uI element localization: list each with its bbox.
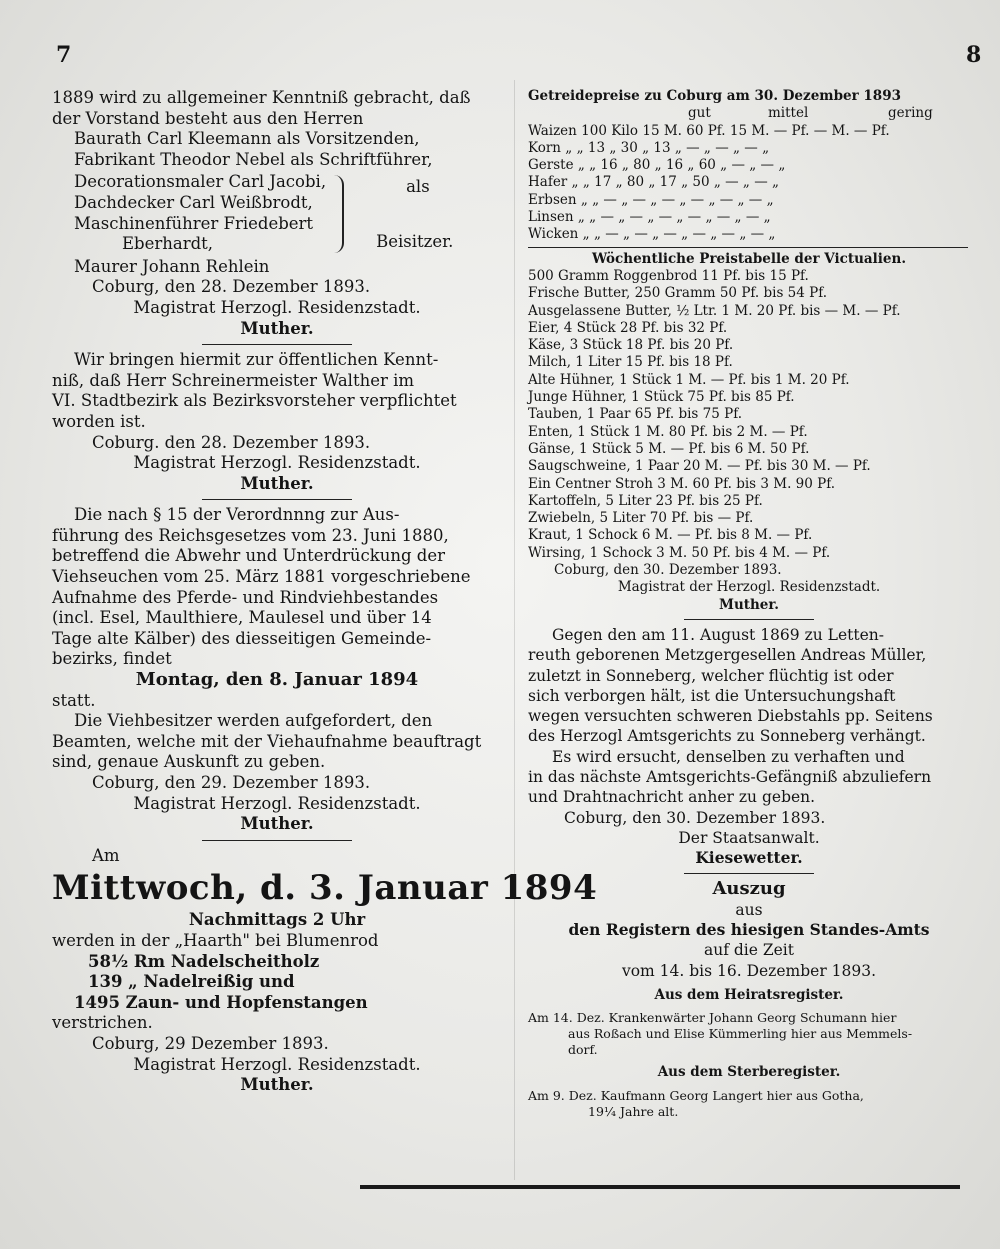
auction-time: Nachmittags 2 Uhr — [188, 910, 366, 930]
notice-signature: Muther. — [240, 473, 314, 493]
warrant-line: wegen versuchten schweren Diebstahls pp. Seitens — [528, 707, 933, 726]
member-line: Maurer Johann Rehlein — [74, 256, 270, 276]
death-heading: Aus dem Sterberegister. — [657, 1064, 841, 1081]
victual-row: Kartoffeln, 5 Liter 23 Pf. bis 25 Pf. — [528, 492, 763, 509]
victuals-authority: Magistrat der Herzogl. Residenzstadt. — [617, 579, 881, 596]
separator-rule — [684, 873, 814, 874]
victuals-date: Coburg, den 30. Dezember 1893. — [554, 562, 782, 579]
member-line: Decorationsmaler Carl Jacobi, — [74, 172, 327, 192]
separator-rule — [684, 619, 814, 620]
notice-signature: Muther. — [240, 814, 314, 834]
marriage-entry-line: aus Roßach und Elise Kümmerling hier aus Memmels- — [568, 1026, 913, 1042]
separator-rule — [202, 499, 352, 500]
grain-row: Korn „ „ 13 „ 30 „ 13 „ — „ — „ — „ — [528, 139, 770, 156]
victual-row: Kraut, 1 Schock 6 M. — Pf. bis 8 M. — Pf. — [528, 527, 813, 544]
grain-row: Hafer „ „ 17 „ 80 „ 17 „ 50 „ — „ — „ — [528, 174, 780, 191]
warrant-signature: Kiesewetter. — [695, 848, 803, 868]
notice-line: bezirks, findet — [52, 649, 172, 669]
notice-line: worden ist. — [52, 411, 146, 431]
registry-line: vom 14. bis 16. Dezember 1893. — [621, 961, 877, 980]
notice-date: Coburg, den 29. Dezember 1893. — [92, 773, 371, 792]
member-line: Fabrikant Theodor Nebel als Schriftführer, — [74, 149, 433, 169]
grain-title: Getreidepreise zu Coburg am 30. Dezember 1893 — [528, 88, 901, 104]
brace — [330, 175, 344, 253]
warrant-line: des Herzogl Amtsgerichts zu Sonneberg verhängt. — [528, 727, 926, 746]
notice-line: betreffend die Abwehr und Unterdrückung der — [52, 546, 445, 566]
registry-extract — [528, 879, 970, 1119]
victual-row: Milch, 1 Liter 15 Pf. bis 18 Pf. — [528, 354, 733, 371]
victual-row: Ein Centner Stroh 3 M. 60 Pf. bis 3 M. 90 Pf. — [528, 475, 836, 492]
notice-line: Aufnahme des Pferde- und Rindviehbestandes — [52, 587, 439, 607]
assessors-block — [52, 172, 502, 254]
header-gering: gering — [888, 105, 933, 122]
separator-rule — [528, 247, 968, 248]
district-notice — [52, 350, 502, 500]
notice-line: Viehseuchen vom 25. März 1881 vorgeschriebene — [52, 567, 471, 587]
warrant-authority: Der Staatsanwalt. — [678, 828, 820, 847]
grain-prices — [528, 88, 970, 244]
notice-date: Coburg. den 28. Dezember 1893. — [92, 432, 371, 452]
header-mittel: mittel — [768, 105, 809, 122]
victual-row: 500 Gramm Roggenbrod 11 Pf. bis 15 Pf. — [528, 267, 809, 284]
separator-rule — [202, 344, 352, 345]
victual-row: Eier, 4 Stück 28 Pf. bis 32 Pf. — [528, 319, 728, 336]
notice-line: werden in der „Haarth" bei Blumenrod — [52, 930, 379, 950]
role-als: als — [406, 176, 430, 196]
notice-line: führung des Reichsgesetzes vom 23. Juni 1880, — [52, 525, 449, 545]
member-line: Maschinenführer Friedebert — [74, 213, 314, 233]
warrant-line: in das nächste Amtsgerichts-Gefängniß abzuliefern — [528, 767, 932, 786]
notice-line: Wir bringen hiermit zur öffentlichen Kennt- — [74, 350, 439, 370]
death-entry-line: Am 9. Dez. Kaufmann Georg Langert hier aus Gotha, — [528, 1087, 864, 1103]
victual-row: Saugschweine, 1 Paar 20 M. — Pf. bis 30 M. — Pf. — [528, 458, 871, 475]
victual-row: Gänse, 1 Stück 5 M. — Pf. bis 6 M. 50 Pf. — [528, 440, 810, 457]
notice-line: (incl. Esel, Maulthiere, Maulesel und über 14 — [52, 608, 432, 628]
auction-item: 58½ Rm Nadelscheitholz — [88, 951, 320, 971]
event-date: Montag, den 8. Januar 1894 — [135, 669, 419, 691]
warrant-line: Gegen den am 11. August 1869 zu Letten- — [552, 625, 884, 644]
member-line: Dachdecker Carl Weißbrodt, — [74, 192, 313, 212]
victuals-title: Wöchentliche Preistabelle der Victualien. — [591, 250, 907, 267]
victual-row: Junge Hühner, 1 Stück 75 Pf. bis 85 Pf. — [528, 389, 795, 406]
notice-authority: Magistrat Herzogl. Residenzstadt. — [133, 297, 421, 317]
victual-row: Tauben, 1 Paar 65 Pf. bis 75 Pf. — [528, 406, 742, 423]
member-line: Baurath Carl Kleemann als Vorsitzenden, — [74, 129, 420, 149]
notice-line: Beamten, welche mit der Viehaufnahme beauftragt — [52, 731, 482, 751]
page-number-right: 8 — [966, 42, 982, 68]
assessor-role — [350, 177, 453, 251]
victual-row: Enten, 1 Stück 1 M. 80 Pf. bis 2 M. — Pf. — [528, 423, 808, 440]
notice-line: verstrichen. — [52, 1013, 153, 1033]
grain-row: Gerste „ „ 16 „ 80 „ 16 „ 60 „ — „ — „ — [528, 157, 786, 174]
death-entry-line: 19¼ Jahre alt. — [588, 1103, 679, 1119]
marriage-heading: Aus dem Heiratsregister. — [654, 986, 844, 1003]
notice-line: sind, genaue Auskunft zu geben. — [52, 752, 326, 772]
notice-line: Tage alte Kälber) des diesseitigen Gemeinde- — [52, 628, 432, 648]
member-line: Eberhardt, — [122, 234, 214, 254]
registry-line: auf die Zeit — [704, 941, 794, 960]
auction-item: 139 „ Nadelreißig und — [88, 972, 295, 992]
victual-row: Frische Butter, 250 Gramm 50 Pf. bis 54 Pf. — [528, 285, 828, 302]
notice-date: Coburg, den 28. Dezember 1893. — [92, 277, 371, 297]
grain-row: Wicken „ „ — „ — „ — „ — „ — „ — „ — [528, 226, 776, 243]
assessor-names — [52, 172, 326, 254]
notice-line: VI. Stadtbezirk als Bezirksvorsteher verpflichtet — [52, 391, 457, 411]
notice-line: Die nach § 15 der Verordnnng zur Aus- — [74, 505, 400, 525]
victual-row: Ausgelassene Butter, ½ Ltr. 1 M. 20 Pf. bis — M. — Pf. — [528, 302, 901, 319]
warrant-line: und Drahtnachricht anher zu geben. — [528, 788, 816, 807]
registry-line: aus — [735, 900, 763, 919]
notice-line: niß, daß Herr Schreinermeister Walther im — [52, 370, 415, 390]
auction-headline: Mittwoch, d. 3. Januar 1894 — [52, 868, 598, 909]
notice-line: 1889 wird zu allgemeiner Kenntniß gebracht, daß — [52, 88, 471, 107]
notice-signature: Muther. — [240, 318, 314, 338]
grain-row: Erbsen „ „ — „ — „ — „ — „ — „ — „ — [528, 191, 774, 208]
victuals-prices — [528, 251, 970, 620]
notice-authority: Magistrat Herzogl. Residenzstadt. — [133, 1054, 421, 1074]
separator-rule — [202, 840, 352, 841]
notice-signature: Muther. — [240, 1075, 314, 1095]
livestock-notice — [52, 505, 502, 841]
auction-item: 1495 Zaun- und Hopfenstangen — [74, 992, 368, 1012]
notice-authority: Magistrat Herzogl. Residenzstadt. — [133, 793, 421, 813]
notice-authority: Magistrat Herzogl. Residenzstadt. — [133, 453, 421, 473]
grain-row: Linsen „ „ — „ — „ — „ — „ — „ — „ — [528, 209, 771, 226]
bottom-rule — [360, 1185, 960, 1189]
notice-line: Die Viehbesitzer werden aufgefordert, den — [74, 711, 433, 731]
page-number-left: 7 — [56, 42, 72, 68]
marriage-entry-line: dorf. — [568, 1042, 598, 1058]
notice-line: statt. — [52, 690, 96, 710]
column-divider — [514, 80, 515, 1180]
grain-row: Waizen 100 Kilo 15 M. 60 Pf. 15 M. — Pf. — M. — Pf. — [528, 122, 890, 139]
header-gut: gut — [688, 105, 711, 122]
registry-line: den Registern des hiesigen Standes-Amts — [568, 920, 930, 940]
victuals-signature: Muther. — [719, 596, 779, 613]
registry-title: Auszug — [712, 878, 786, 900]
warrant-line: sich verborgen hält, ist die Untersuchungshaft — [528, 686, 896, 705]
victual-row: Käse, 3 Stück 18 Pf. bis 20 Pf. — [528, 337, 734, 354]
notice-line: Am — [92, 845, 120, 865]
warrant-date: Coburg, den 30. Dezember 1893. — [564, 808, 826, 827]
board-notice — [52, 88, 502, 345]
notice-date: Coburg, 29 Dezember 1893. — [92, 1033, 329, 1053]
right-column — [528, 88, 970, 1120]
victual-row: Zwiebeln, 5 Liter 70 Pf. bis — Pf. — [528, 510, 754, 527]
arrest-warrant — [528, 625, 970, 875]
warrant-line: Es wird ersucht, denselben zu verhaften und — [552, 747, 905, 766]
marriage-entry-line: Am 14. Dez. Krankenwärter Johann Georg Schumann hier — [528, 1010, 897, 1026]
grain-headers — [528, 105, 970, 122]
notice-line: der Vorstand besteht aus den Herren — [52, 108, 364, 128]
role-beisitzer: Beisitzer. — [376, 231, 454, 251]
victual-row: Alte Hühner, 1 Stück 1 M. — Pf. bis 1 M. 20 Pf. — [528, 371, 850, 388]
victual-row: Wirsing, 1 Schock 3 M. 50 Pf. bis 4 M. — Pf. — [528, 544, 831, 561]
warrant-line: zuletzt in Sonneberg, welcher flüchtig ist oder — [528, 666, 894, 685]
warrant-line: reuth geborenen Metzgergesellen Andreas Müller, — [528, 646, 927, 665]
